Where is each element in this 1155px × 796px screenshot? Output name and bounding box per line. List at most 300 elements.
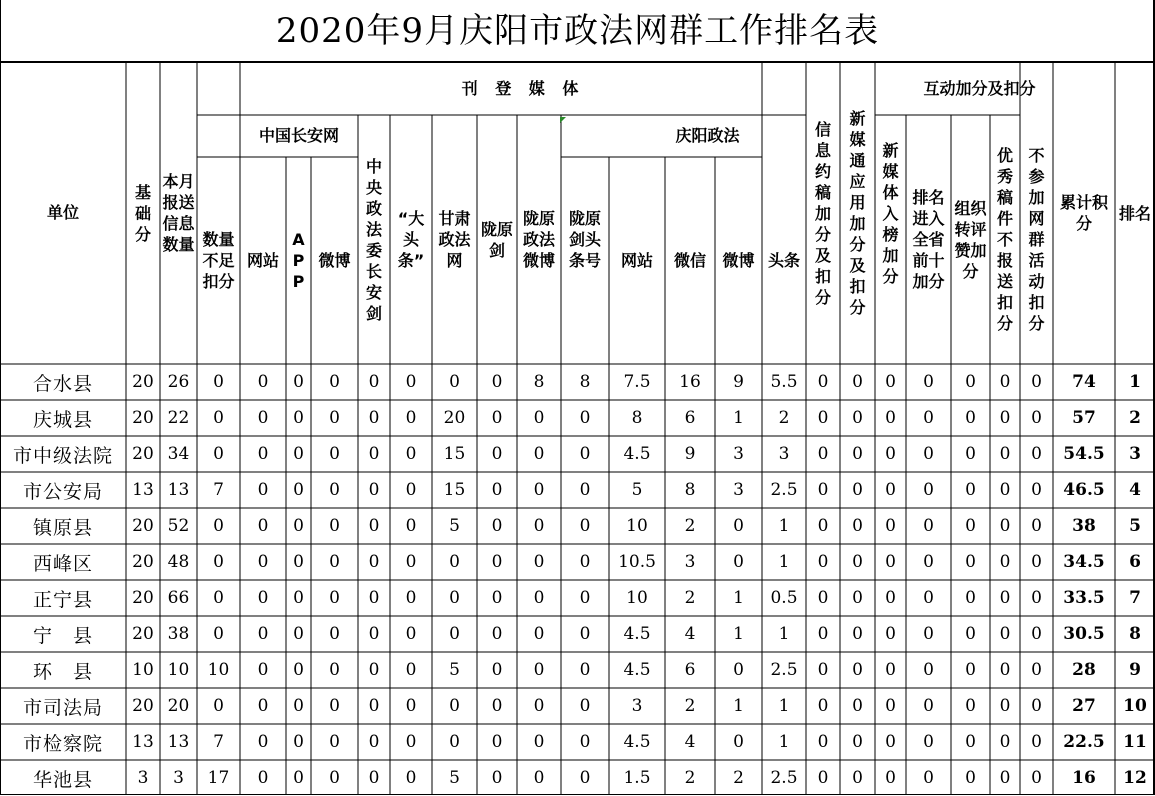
value-cell: 0 [999, 588, 1011, 608]
value-cell: 0 [213, 588, 224, 608]
value-cell: 20 [132, 408, 154, 428]
header-longyuan-sword: 陇原剑 [480, 219, 513, 260]
header-cn-changan: 中国长安网 [258, 126, 339, 145]
value-cell: 0 [368, 768, 380, 788]
rank-number: 4 [1129, 480, 1141, 500]
value-cell: 0 [579, 408, 591, 428]
value-cell: 0 [817, 408, 829, 428]
value-cell: 13 [132, 480, 154, 500]
value-cell: 4 [684, 732, 696, 752]
value-cell: 8 [533, 372, 545, 392]
value-cell: 0 [329, 624, 340, 644]
total-score: 54.5 [1063, 444, 1105, 464]
value-cell: 2.5 [770, 660, 798, 680]
unit-name: 市司法局 [22, 696, 103, 719]
value-cell: 0 [817, 696, 829, 716]
rank-number: 3 [1129, 444, 1141, 464]
value-cell: 0 [965, 588, 976, 608]
value-cell: 0 [579, 588, 591, 608]
value-cell: 0 [329, 408, 340, 428]
value-cell: 0 [1031, 768, 1042, 788]
value-cell: 0 [293, 408, 304, 428]
value-cell: 66 [167, 588, 190, 608]
value-cell: 0 [999, 516, 1011, 536]
value-cell: 0 [579, 768, 591, 788]
value-cell: 0 [533, 552, 545, 572]
value-cell: 0 [1031, 552, 1042, 572]
value-cell: 16 [679, 372, 701, 392]
value-cell: 0 [405, 588, 417, 608]
value-cell: 0 [817, 552, 829, 572]
value-cell: 4.5 [623, 444, 651, 464]
rank-number: 11 [1123, 732, 1147, 752]
value-cell: 0 [405, 372, 417, 392]
value-cell: 0 [293, 444, 304, 464]
value-cell: 4.5 [623, 732, 651, 752]
value-cell: 0 [491, 372, 503, 392]
value-cell: 0 [885, 732, 896, 752]
value-cell: 22 [167, 408, 190, 428]
header-qy-site: 网站 [620, 250, 653, 270]
value-cell: 0 [257, 624, 269, 644]
value-cell: 4.5 [623, 660, 651, 680]
value-cell: 0 [533, 624, 545, 644]
value-cell: 0 [491, 768, 503, 788]
value-cell: 0 [405, 516, 417, 536]
value-cell: 0 [213, 372, 224, 392]
value-cell: 0 [368, 624, 380, 644]
value-cell: 0 [852, 732, 863, 752]
value-cell: 0 [293, 480, 304, 500]
table-title: 2020年9月庆阳市政法网群工作排名表 [275, 11, 880, 51]
header-longyuan-headline: 陇原剑头条号 [568, 209, 601, 270]
value-cell: 0 [923, 768, 934, 788]
value-cell: 0 [449, 696, 460, 716]
rank-number: 12 [1123, 768, 1147, 788]
value-cell: 0 [965, 408, 976, 428]
value-cell: 8 [684, 480, 696, 500]
header-invited: 信息约稿加分及扣分 [814, 119, 831, 307]
value-cell: 1.5 [623, 768, 651, 788]
value-cell: 3 [778, 444, 790, 464]
value-cell: 0 [257, 516, 269, 536]
value-cell: 0 [329, 588, 340, 608]
value-cell: 0 [329, 444, 340, 464]
value-cell: 0 [923, 696, 934, 716]
value-cell: 0 [405, 696, 417, 716]
value-cell: 0 [293, 624, 304, 644]
header-interact: 互动加分及扣分 [923, 78, 1036, 98]
value-cell: 7.5 [623, 372, 651, 392]
value-cell: 0 [852, 408, 863, 428]
value-cell: 0 [852, 624, 863, 644]
value-cell: 0 [368, 516, 380, 536]
value-cell: 1 [778, 552, 790, 572]
value-cell: 20 [132, 444, 154, 464]
value-cell: 0 [923, 480, 934, 500]
value-cell: 20 [132, 552, 154, 572]
value-cell: 5 [449, 516, 460, 536]
value-cell: 0 [999, 660, 1011, 680]
value-cell: 0 [329, 768, 340, 788]
value-cell: 5.5 [770, 372, 798, 392]
value-cell: 0 [733, 660, 744, 680]
value-cell: 0 [405, 768, 417, 788]
header-total: 累计积分 [1059, 193, 1108, 233]
value-cell: 0 [885, 408, 896, 428]
value-cell: 1 [778, 732, 790, 752]
value-cell: 0 [533, 516, 545, 536]
value-cell: 0 [999, 408, 1011, 428]
value-cell: 0 [405, 732, 417, 752]
value-cell: 0 [923, 516, 934, 536]
total-score: 28 [1072, 660, 1096, 680]
value-cell: 0 [817, 732, 829, 752]
value-cell: 0 [257, 768, 269, 788]
value-cell: 0 [368, 480, 380, 500]
value-cell: 0 [368, 588, 380, 608]
value-cell: 0 [491, 732, 503, 752]
value-cell: 0 [329, 696, 340, 716]
header-newmedia-rank: 新媒体入榜加分 [882, 140, 899, 286]
value-cell: 0 [965, 624, 976, 644]
value-cell: 0 [817, 372, 829, 392]
total-score: 27 [1072, 696, 1096, 716]
value-cell: 0 [579, 660, 591, 680]
value-cell: 0 [852, 696, 863, 716]
value-cell: 0 [733, 516, 744, 536]
value-cell: 0 [329, 732, 340, 752]
value-cell: 0 [817, 768, 829, 788]
value-cell: 0 [923, 624, 934, 644]
value-cell: 0 [329, 552, 340, 572]
value-cell: 0 [257, 732, 269, 752]
value-cell: 0 [368, 552, 380, 572]
value-cell: 0 [579, 696, 591, 716]
unit-name: 合水县 [32, 372, 93, 395]
value-cell: 0 [293, 552, 304, 572]
value-cell: 0 [368, 660, 380, 680]
value-cell: 0 [368, 696, 380, 716]
value-cell: 52 [167, 516, 190, 536]
value-cell: 1 [733, 408, 744, 428]
value-cell: 2 [684, 516, 696, 536]
value-cell: 6 [684, 660, 696, 680]
value-cell: 0 [852, 768, 863, 788]
value-cell: 5 [449, 660, 460, 680]
value-cell: 0 [885, 696, 896, 716]
value-cell: 0 [817, 588, 829, 608]
value-cell: 0 [852, 588, 863, 608]
value-cell: 0 [368, 408, 380, 428]
value-cell: 0 [579, 732, 591, 752]
value-cell: 2.5 [770, 768, 798, 788]
rank-number: 1 [1129, 372, 1141, 392]
total-score: 30.5 [1063, 624, 1105, 644]
value-cell: 0 [965, 480, 976, 500]
value-cell: 0 [852, 480, 863, 500]
value-cell: 17 [207, 768, 230, 788]
value-cell: 0 [257, 372, 269, 392]
value-cell: 0 [329, 516, 340, 536]
unit-name: 庆城县 [32, 408, 93, 431]
value-cell: 0 [852, 552, 863, 572]
value-cell: 13 [167, 480, 190, 500]
value-cell: 0 [533, 444, 545, 464]
rank-number: 9 [1129, 660, 1141, 680]
header-no-report: 优秀稿件不报送扣分 [996, 146, 1013, 333]
value-cell: 0 [965, 732, 976, 752]
value-cell: 0 [885, 372, 896, 392]
value-cell: 2.5 [770, 480, 798, 500]
total-score: 74 [1072, 372, 1096, 392]
value-cell: 4 [684, 624, 696, 644]
value-cell: 0 [449, 372, 460, 392]
value-cell: 0 [329, 660, 340, 680]
value-cell: 0 [579, 624, 591, 644]
value-cell: 0 [923, 660, 934, 680]
value-cell: 0 [491, 624, 503, 644]
value-cell: 38 [167, 624, 190, 644]
value-cell: 0 [1031, 696, 1042, 716]
unit-name: 正宁县 [32, 588, 93, 611]
value-cell: 0 [885, 516, 896, 536]
value-cell: 0 [923, 408, 934, 428]
header-media: 刊 登 媒 体 [461, 78, 585, 98]
value-cell: 3 [137, 768, 149, 788]
value-cell: 0 [1031, 588, 1042, 608]
header-reported: 本月报送信息数量 [162, 172, 195, 254]
value-cell: 0 [257, 696, 269, 716]
value-cell: 0 [885, 552, 896, 572]
value-cell: 0 [257, 408, 269, 428]
value-cell: 8 [579, 372, 591, 392]
value-cell: 0 [999, 624, 1011, 644]
value-cell: 3 [733, 444, 744, 464]
value-cell: 1 [733, 588, 744, 608]
value-cell: 13 [167, 732, 190, 752]
value-cell: 0 [852, 516, 863, 536]
value-cell: 0 [1031, 444, 1042, 464]
value-cell: 0 [579, 552, 591, 572]
total-score: 33.5 [1063, 588, 1105, 608]
value-cell: 1 [733, 624, 744, 644]
value-cell: 6 [684, 408, 696, 428]
value-cell: 0 [491, 408, 503, 428]
header-org-like: 组织转评赞加分 [954, 198, 987, 281]
unit-name: 西峰区 [32, 552, 93, 575]
value-cell: 20 [443, 408, 466, 428]
value-cell: 0 [213, 516, 224, 536]
value-cell: 0 [999, 372, 1011, 392]
value-cell: 0 [213, 552, 224, 572]
value-cell: 10 [207, 660, 230, 680]
value-cell: 10 [132, 660, 154, 680]
value-cell: 0 [923, 732, 934, 752]
value-cell: 0 [405, 660, 417, 680]
value-cell: 15 [443, 480, 466, 500]
value-cell: 0 [213, 444, 224, 464]
value-cell: 0 [579, 516, 591, 536]
value-cell: 0 [885, 480, 896, 500]
header-rank: 排名 [1118, 203, 1151, 223]
value-cell: 0 [817, 516, 829, 536]
value-cell: 0 [533, 768, 545, 788]
value-cell: 0 [449, 552, 460, 572]
value-cell: 20 [132, 588, 154, 608]
value-cell: 0 [405, 552, 417, 572]
value-cell: 0 [1031, 732, 1042, 752]
value-cell: 0 [293, 660, 304, 680]
value-cell: 9 [733, 372, 744, 392]
value-cell: 0 [293, 516, 304, 536]
value-cell: 0 [579, 480, 591, 500]
value-cell: 0 [817, 444, 829, 464]
value-cell: 0 [999, 732, 1011, 752]
value-cell: 0 [885, 624, 896, 644]
value-cell: 0 [852, 372, 863, 392]
unit-name: 宁 县 [32, 624, 93, 647]
value-cell: 0 [885, 660, 896, 680]
value-cell: 0 [1031, 408, 1042, 428]
value-cell: 0 [817, 480, 829, 500]
value-cell: 0 [405, 480, 417, 500]
value-cell: 0 [965, 552, 976, 572]
value-cell: 1 [778, 624, 790, 644]
header-newmedia-app: 新媒通应用加分及扣分 [849, 109, 866, 317]
value-cell: 0 [1031, 660, 1042, 680]
header-qy-weibo: 微博 [722, 250, 755, 270]
value-cell: 0 [257, 552, 269, 572]
total-score: 57 [1072, 408, 1096, 428]
rank-number: 8 [1129, 624, 1141, 644]
value-cell: 0 [293, 588, 304, 608]
rank-number: 10 [1123, 696, 1147, 716]
header-bighead: “大头条” [397, 209, 425, 270]
value-cell: 0 [368, 444, 380, 464]
value-cell: 15 [443, 444, 466, 464]
value-cell: 10.5 [618, 552, 656, 572]
header-cn-app: APP [292, 230, 305, 291]
value-cell: 26 [167, 372, 190, 392]
unit-name: 市中级法院 [12, 444, 113, 467]
value-cell: 0 [449, 624, 460, 644]
value-cell: 4.5 [623, 624, 651, 644]
unit-name: 镇原县 [32, 516, 93, 539]
header-no-activity: 不参加网群活动扣分 [1028, 146, 1045, 333]
value-cell: 10 [626, 516, 648, 536]
value-cell: 0 [533, 732, 545, 752]
value-cell: 3 [733, 480, 744, 500]
value-cell: 0 [293, 732, 304, 752]
value-cell: 0 [368, 372, 380, 392]
value-cell: 1 [778, 696, 790, 716]
value-cell: 0 [923, 552, 934, 572]
value-cell: 10 [626, 588, 648, 608]
value-cell: 0 [852, 660, 863, 680]
value-cell: 0 [491, 660, 503, 680]
value-cell: 0 [999, 444, 1011, 464]
rank-number: 7 [1129, 588, 1141, 608]
value-cell: 0 [293, 696, 304, 716]
value-cell: 0 [1031, 372, 1042, 392]
value-cell: 0 [533, 408, 545, 428]
value-cell: 0 [329, 480, 340, 500]
header-central-sword: 中央政法委长安剑 [365, 156, 382, 323]
value-cell: 0 [405, 444, 417, 464]
value-cell: 0 [533, 588, 545, 608]
value-cell: 0 [1031, 480, 1042, 500]
value-cell: 0 [368, 732, 380, 752]
value-cell: 34 [167, 444, 190, 464]
value-cell: 0 [533, 660, 545, 680]
value-cell: 0 [579, 444, 591, 464]
value-cell: 2 [684, 588, 696, 608]
value-cell: 1 [733, 696, 744, 716]
value-cell: 9 [684, 444, 696, 464]
rank-number: 2 [1129, 408, 1141, 428]
total-score: 34.5 [1063, 552, 1105, 572]
unit-name: 环 县 [32, 660, 93, 683]
value-cell: 5 [631, 480, 643, 500]
total-score: 38 [1072, 516, 1096, 536]
unit-name: 市公安局 [22, 480, 103, 503]
total-score: 16 [1072, 768, 1096, 788]
rank-number: 5 [1129, 516, 1141, 536]
value-cell: 0 [491, 444, 503, 464]
value-cell: 0 [965, 516, 976, 536]
value-cell: 0 [965, 696, 976, 716]
header-longyuan-weibo: 陇原政法微博 [522, 209, 555, 270]
value-cell: 3 [631, 696, 643, 716]
header-shortage: 数量不足扣分 [202, 230, 235, 291]
value-cell: 0 [923, 444, 934, 464]
value-cell: 48 [167, 552, 190, 572]
value-cell: 0 [257, 660, 269, 680]
unit-name: 华池县 [32, 768, 93, 791]
value-cell: 1 [778, 516, 790, 536]
value-cell: 0 [449, 588, 460, 608]
value-cell: 20 [132, 624, 154, 644]
value-cell: 0 [405, 624, 417, 644]
value-cell: 2 [684, 768, 696, 788]
value-cell: 2 [733, 768, 744, 788]
value-cell: 5 [449, 768, 460, 788]
header-cn-site: 网站 [246, 250, 279, 270]
value-cell: 0 [885, 768, 896, 788]
value-cell: 0 [999, 552, 1011, 572]
value-cell: 0 [257, 480, 269, 500]
value-cell: 0 [999, 768, 1011, 788]
value-cell: 0 [491, 696, 503, 716]
value-cell: 0 [885, 588, 896, 608]
value-cell: 0 [491, 480, 503, 500]
header-qy-wechat: 微信 [673, 250, 706, 270]
value-cell: 0 [733, 732, 744, 752]
total-score: 46.5 [1063, 480, 1105, 500]
value-cell: 0 [923, 588, 934, 608]
value-cell: 0 [999, 480, 1011, 500]
value-cell: 7 [213, 480, 224, 500]
value-cell: 0 [885, 444, 896, 464]
value-cell: 0 [491, 516, 503, 536]
value-cell: 0 [257, 588, 269, 608]
value-cell: 8 [631, 408, 643, 428]
header-qy-headline: 头条 [767, 250, 800, 270]
value-cell: 3 [173, 768, 184, 788]
value-cell: 0 [533, 480, 545, 500]
header-gansu: 甘肃政法网 [438, 209, 471, 270]
